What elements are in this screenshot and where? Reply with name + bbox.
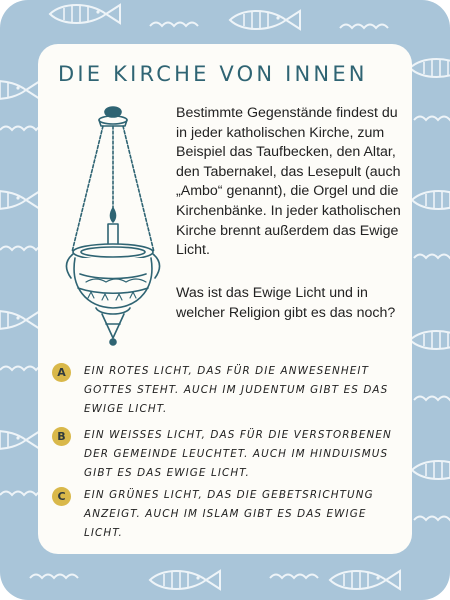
wave-icon [340, 25, 388, 29]
card-title: DIE KIRCHE VON INNEN [58, 62, 368, 86]
fish-icon [410, 59, 450, 77]
wave-icon [30, 575, 78, 579]
fish-icon [0, 81, 40, 99]
question-text: Was ist das Ewige Licht und in welcher Religion gibt es das noch? [176, 285, 396, 321]
fish-icon [412, 191, 450, 209]
fish-icon [330, 571, 400, 589]
fish-icon [410, 331, 450, 349]
wave-icon [270, 575, 318, 579]
wave-icon [414, 255, 450, 259]
answer-letter-badge: C [52, 487, 71, 506]
hanging-oil-lamp-icon [58, 102, 168, 362]
content-panel [38, 44, 412, 554]
answer-letter-badge: A [52, 363, 71, 382]
fish-icon [230, 11, 300, 29]
answer-text: EIN GRÜNES LICHT, DAS DIE GEBETSRICHTUNG ANZEIGT. AUCH IM ISLAM GIBT ES DAS EWIGE LICHT. [84, 489, 374, 539]
answer-text: EIN WEISSES LICHT, DAS FÜR DIE VERSTORBENEN DER GEMEINDE LEUCHTET. AUCH IM HINDUISMUS GIBT ES DAS EWIGE LICHT. [84, 429, 392, 479]
fish-icon [0, 431, 40, 449]
fish-icon [412, 461, 450, 479]
wave-icon [414, 117, 450, 121]
intro-text: Bestimmte Gegenstände findest du in jeder katholischen Kirche, zum Beispiel das Taufbecken, den Altar, den Tabernakel, das Lesepult (auch „Ambo“ genannt), die Orgel und die Kirchenbänke. In jeder katholischen Kirche brennt außerdem das Ewige Licht. [176, 105, 401, 259]
answer-letter-badge: B [52, 427, 71, 446]
fish-icon [0, 191, 40, 209]
fish-icon [0, 311, 40, 329]
fish-icon [50, 5, 120, 23]
wave-icon [414, 517, 450, 521]
wave-icon [414, 397, 450, 401]
fish-icon [150, 571, 220, 589]
answer-text: EIN ROTES LICHT, DAS FÜR DIE ANWESENHEIT GOTTES STEHT. AUCH IM JUDENTUM GIBT ES DAS EWIGE LICHT. [84, 365, 389, 415]
wave-icon [150, 23, 198, 27]
